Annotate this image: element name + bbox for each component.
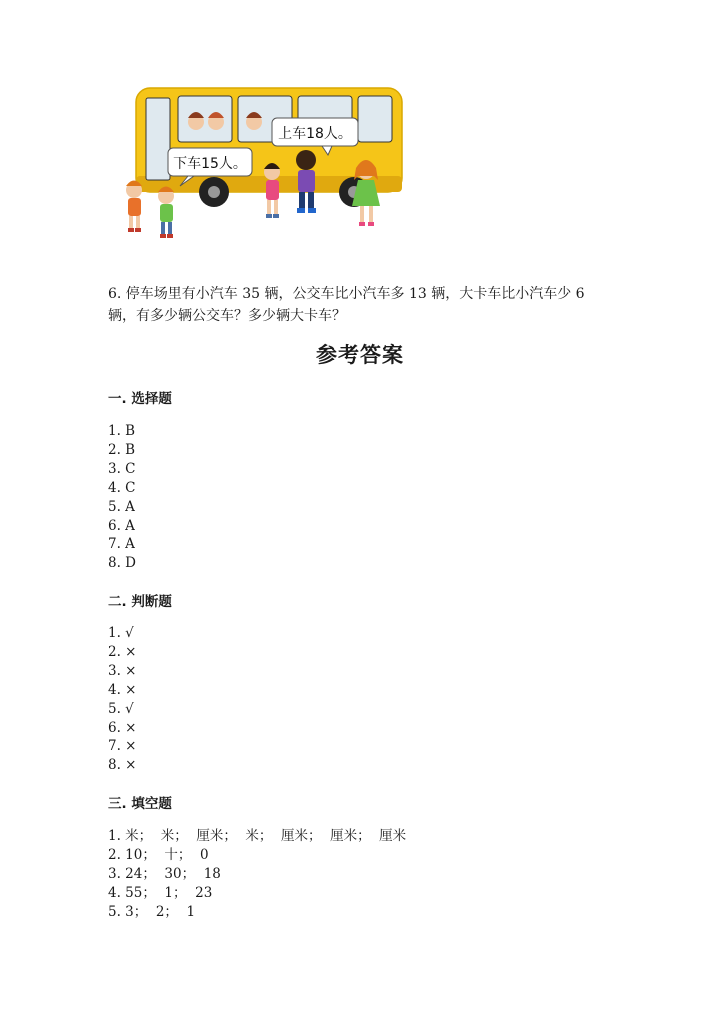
word-problem-6 (108, 283, 608, 327)
answer-item: 7. × (108, 738, 137, 755)
answer-item: 4. 55； 1； 23 (108, 884, 213, 901)
speech-bubble-get-off-text: 下车15人。 (173, 156, 247, 172)
answer-item: 5. A (108, 498, 135, 515)
answer-item: 3. × (108, 662, 137, 679)
problem-line: 辆，有多少辆公交车？多少辆大卡车？ (108, 308, 346, 324)
answer-item: 2. B (108, 441, 136, 458)
answer-item: 5. 3； 2； 1 (108, 903, 196, 920)
bus-door (146, 98, 170, 180)
answer-item: 2. 10； 十； 0 (108, 846, 209, 863)
bus-scene-image (108, 82, 408, 257)
child-figure (158, 187, 174, 239)
answer-item: 3. C (108, 460, 136, 477)
section-heading-true-false: 二. 判断题 (108, 594, 172, 610)
answer-item: 6. A (108, 517, 135, 534)
answer-item: 8. × (108, 757, 137, 774)
answer-item: 2. × (108, 643, 137, 660)
problem-line: 6. 停车场里有小汽车 35 辆，公交车比小汽车多 13 辆，大卡车比小汽车少 6 (108, 286, 585, 302)
answer-key-title: 参考答案 (316, 343, 404, 367)
answer-item: 1. B (108, 423, 136, 439)
speech-bubble-get-on-text: 上车18人。 (278, 126, 352, 142)
section-heading-fill-in-blank: 三. 填空题 (108, 796, 172, 812)
answer-list-fill-in-blank (108, 827, 406, 922)
section-heading-multiple-choice: 一. 选择题 (108, 391, 172, 407)
answer-item: 7. A (108, 536, 135, 553)
answer-item: 5. √ (108, 700, 134, 717)
answer-item: 4. C (108, 479, 136, 496)
child-figure (264, 163, 280, 218)
bus-illustration (108, 82, 408, 257)
answer-item: 1. √ (108, 625, 134, 641)
answer-item: 3. 24； 30； 18 (108, 865, 221, 882)
child-figure (352, 160, 380, 226)
answer-list-multiple-choice (108, 422, 136, 573)
bus-window (358, 96, 392, 142)
answer-item: 6. × (108, 719, 137, 736)
bus-window (178, 96, 232, 142)
child-figure (126, 181, 142, 233)
answer-list-true-false (108, 624, 136, 775)
answer-item: 1. 米； 米； 厘米； 米； 厘米； 厘米； 厘米 (108, 828, 407, 844)
child-figure (296, 150, 316, 213)
answer-item: 4. × (108, 681, 137, 698)
answer-item: 8. D (108, 555, 136, 572)
